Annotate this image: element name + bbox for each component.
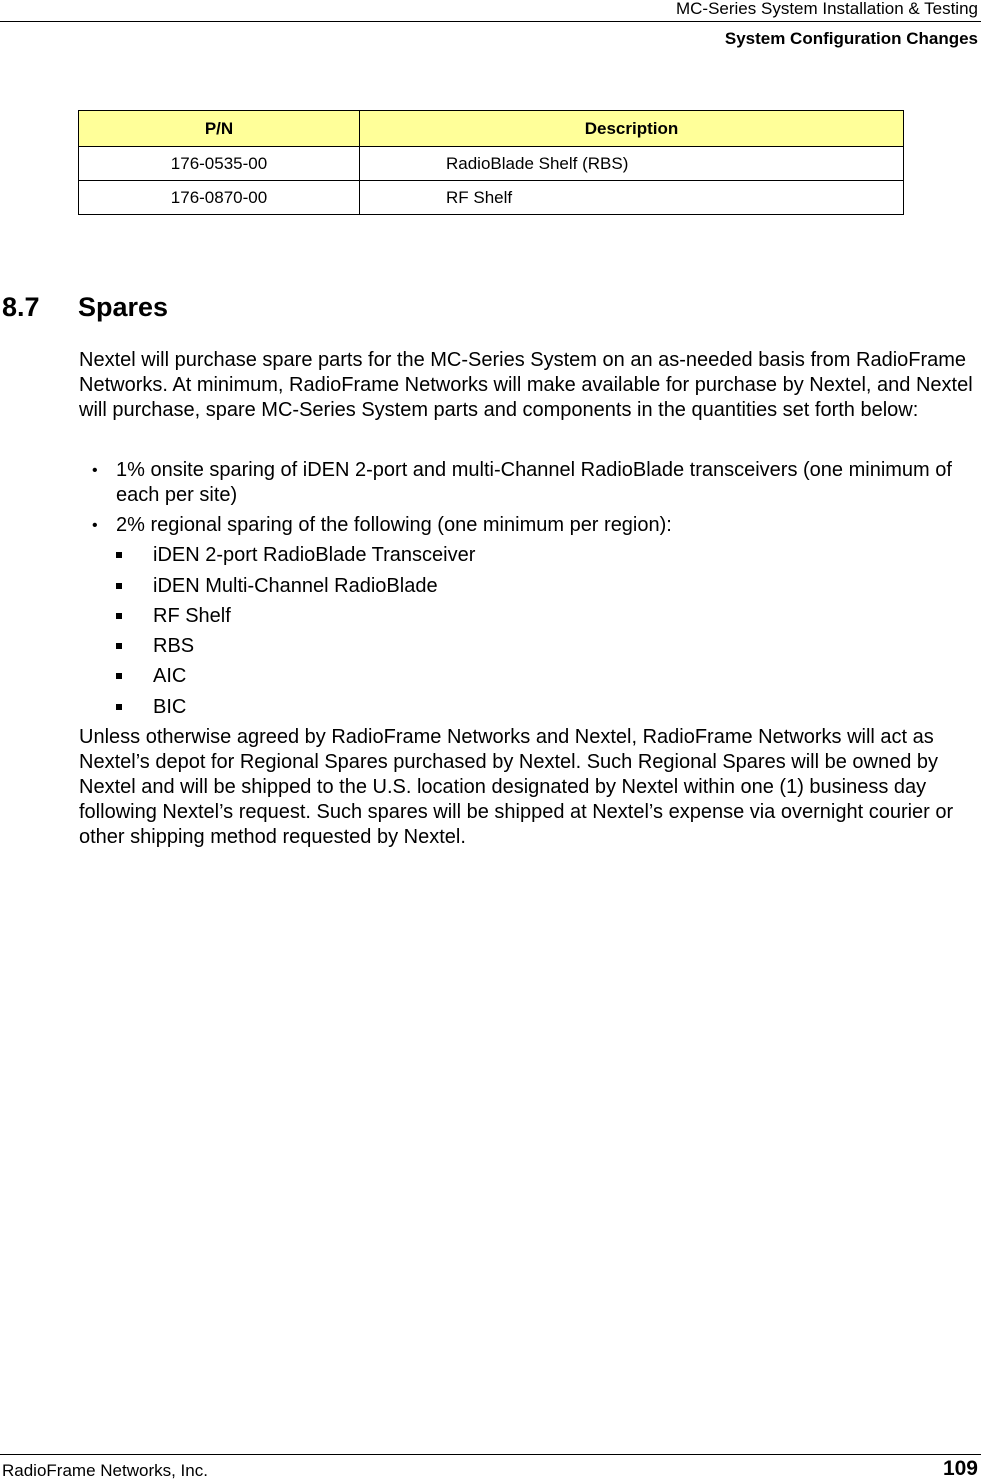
footer-divider — [0, 1454, 981, 1455]
section-title: Spares — [78, 292, 169, 322]
square-bullet-icon — [116, 583, 122, 589]
bullet-text: 2% regional sparing of the following (one minimum per region): — [116, 514, 672, 536]
bullet-text: 1% onsite sparing of iDEN 2-port and multi-Channel RadioBlade transceivers (one minimum of each per site) — [116, 459, 952, 506]
outro-paragraph: Unless otherwise agreed by RadioFrame Networks and Nextel, RadioFrame Networks will act as Nextel’s depot for Regional Spares purchased by Nextel. Such Regional Spares will be owned by Nextel and will be shipped to the U.S. location designated by Nextel within one (1) business day following Nextel’s request. Such spares will be shipped at Nextel’s expense via overnight courier or other shipping method requested by Nextel. — [79, 726, 954, 848]
section-heading — [2, 291, 168, 323]
square-bullet-icon — [116, 613, 122, 619]
footer-company: RadioFrame Networks, Inc. — [2, 1461, 208, 1480]
square-bullet-icon — [116, 643, 122, 649]
section-number: 8.7 — [2, 292, 40, 322]
description-cell: RF Shelf — [360, 181, 904, 215]
page-number: 109 — [942, 1457, 978, 1480]
description-cell: RadioBlade Shelf (RBS) — [360, 147, 904, 181]
document-title: MC-Series System Installation & Testing — [675, 0, 978, 18]
table-header-row — [79, 111, 904, 147]
sub-item-text: RF Shelf — [153, 605, 231, 627]
sub-item-text: BIC — [153, 696, 187, 718]
sub-item-text: AIC — [153, 665, 187, 687]
intro-paragraph: Nextel will purchase spare parts for the MC-Series System on an as-needed basis from RadioFrame Networks. At minimum, RadioFrame Networks will make available for purchase by Nextel, and Nextel will purchase, spare MC-Series System parts and components in the quantities set forth below: — [79, 349, 973, 421]
bullet-dot-icon: • — [92, 462, 98, 479]
column-header-pn: P/N — [79, 111, 360, 147]
bullet-dot-icon: • — [92, 517, 98, 534]
sub-item-text: iDEN 2-port RadioBlade Transceiver — [153, 544, 476, 566]
part-number-cell: 176-0535-00 — [79, 147, 360, 181]
part-number-cell: 176-0870-00 — [79, 181, 360, 215]
square-bullet-icon — [116, 552, 122, 558]
parts-table — [78, 110, 904, 215]
table-row — [79, 147, 904, 181]
square-bullet-icon — [116, 704, 122, 710]
square-bullet-icon — [116, 673, 122, 679]
sub-item-text: RBS — [153, 635, 195, 657]
chapter-title: System Configuration Changes — [724, 29, 978, 48]
column-header-description: Description — [360, 111, 904, 147]
table-row — [79, 181, 904, 215]
sub-item-text: iDEN Multi-Channel RadioBlade — [153, 575, 438, 597]
header-divider — [0, 21, 981, 22]
